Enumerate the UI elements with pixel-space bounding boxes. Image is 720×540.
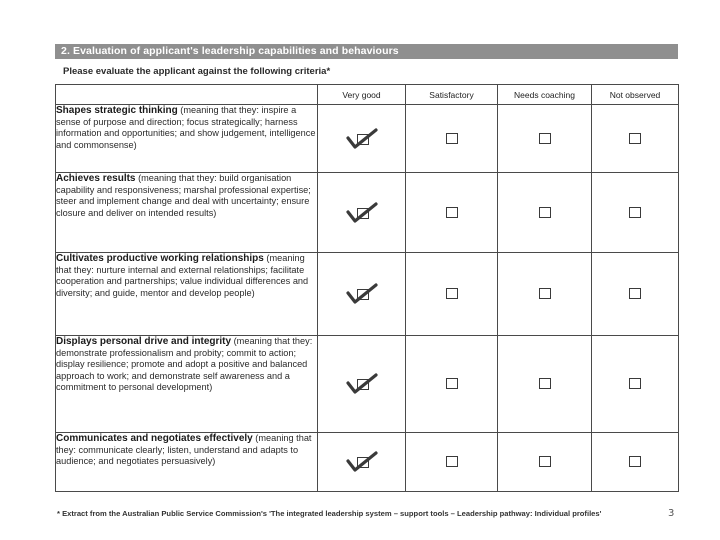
checkbox-empty[interactable]	[629, 456, 641, 467]
rating-cell-satisfactory	[406, 253, 498, 336]
column-header-needs-coaching: Needs coaching	[498, 85, 592, 105]
check-mark-icon	[345, 372, 379, 396]
check-mark-icon	[345, 127, 379, 151]
checkbox-empty[interactable]	[629, 133, 641, 144]
rating-cell-satisfactory	[406, 433, 498, 492]
rating-cell-needs-coaching	[498, 253, 592, 336]
check-mark-icon	[345, 282, 379, 306]
checkbox-checked[interactable]	[345, 127, 379, 151]
criterion-row	[56, 433, 679, 492]
rating-cell-needs-coaching	[498, 336, 592, 433]
checkbox-empty[interactable]	[539, 288, 551, 299]
rating-cell-needs-coaching	[498, 173, 592, 253]
checkbox-empty[interactable]	[629, 378, 641, 389]
criterion-cell	[56, 105, 318, 173]
criterion-description: (meaning that they: build organisation capability and responsiveness; marshal professional expertise; steer and implement change and deal with uncertainty; ensure closure and deliver on intended results)	[56, 173, 311, 218]
table-header-row	[56, 85, 679, 105]
criterion-title: Communicates and negotiates effectively	[56, 433, 253, 444]
checkbox-checked[interactable]	[345, 201, 379, 225]
checkbox-empty[interactable]	[629, 207, 641, 218]
rating-cell-very-good	[318, 105, 406, 173]
checkbox-empty[interactable]	[446, 207, 458, 218]
rating-cell-not-observed	[592, 173, 679, 253]
checkbox-empty[interactable]	[629, 288, 641, 299]
check-mark-icon	[345, 450, 379, 474]
criterion-row	[56, 253, 679, 336]
criterion-title: Achieves results	[56, 173, 136, 184]
column-header-satisfactory: Satisfactory	[406, 85, 498, 105]
rating-cell-needs-coaching	[498, 105, 592, 173]
rating-cell-satisfactory	[406, 105, 498, 173]
rating-cell-very-good	[318, 253, 406, 336]
criterion-description: (meaning that they: nurture internal and external relationships; facilitate cooperation and partnerships; value individual differences and diversity; and guide, mentor and develop people)	[56, 253, 309, 298]
column-header-not-observed: Not observed	[592, 85, 679, 105]
rating-cell-needs-coaching	[498, 433, 592, 492]
rating-cell-very-good	[318, 173, 406, 253]
checkbox-checked[interactable]	[345, 372, 379, 396]
criterion-description: (meaning that they: communicate clearly; listen, understand and adapts to audience; and negotiates persuasively)	[56, 433, 312, 467]
checkbox-checked[interactable]	[345, 282, 379, 306]
checkbox-empty[interactable]	[539, 207, 551, 218]
criterion-title: Shapes strategic thinking	[56, 105, 178, 116]
footnote: * Extract from the Australian Public Service Commission's 'The integrated leadership system – support tools – Leadership pathway: Individual profiles'	[57, 509, 602, 518]
criterion-cell	[56, 336, 318, 433]
criterion-description: (meaning that they: demonstrate professionalism and probity; commit to action; display resilience; promote and adopt a positive and balanced approach to work; and demonstrate self awareness and a commitment to personal development)	[56, 336, 313, 393]
checkbox-empty[interactable]	[539, 133, 551, 144]
instructions-text: Please evaluate the applicant against the following criteria*	[63, 66, 331, 77]
criterion-cell	[56, 433, 318, 492]
rating-cell-not-observed	[592, 105, 679, 173]
criterion-title: Displays personal drive and integrity	[56, 336, 232, 347]
check-mark-icon	[345, 201, 379, 225]
rating-cell-not-observed	[592, 433, 679, 492]
rating-cell-satisfactory	[406, 173, 498, 253]
rating-cell-satisfactory	[406, 336, 498, 433]
criterion-row	[56, 105, 679, 173]
criterion-description: (meaning that they: inspire a sense of purpose and direction; focus strategically; harness information and opportunities; and show judgement, intelligence and commonsense)	[56, 105, 316, 150]
rating-cell-not-observed	[592, 336, 679, 433]
criterion-row	[56, 336, 679, 433]
checkbox-empty[interactable]	[446, 288, 458, 299]
checkbox-empty[interactable]	[446, 378, 458, 389]
page-number: 3	[668, 508, 675, 519]
checkbox-empty[interactable]	[446, 133, 458, 144]
checkbox-empty[interactable]	[446, 456, 458, 467]
criterion-row	[56, 173, 679, 253]
checkbox-checked[interactable]	[345, 450, 379, 474]
rating-cell-very-good	[318, 336, 406, 433]
checkbox-empty[interactable]	[539, 456, 551, 467]
checkbox-empty[interactable]	[539, 378, 551, 389]
criteria-column-header	[56, 85, 318, 105]
criterion-title: Cultivates productive working relationships	[56, 253, 264, 264]
criterion-cell	[56, 253, 318, 336]
column-header-very-good: Very good	[318, 85, 406, 105]
criterion-cell	[56, 173, 318, 253]
rating-cell-not-observed	[592, 253, 679, 336]
rating-cell-very-good	[318, 433, 406, 492]
section-header: 2. Evaluation of applicant's leadership capabilities and behaviours	[55, 44, 678, 59]
evaluation-table	[55, 84, 679, 492]
